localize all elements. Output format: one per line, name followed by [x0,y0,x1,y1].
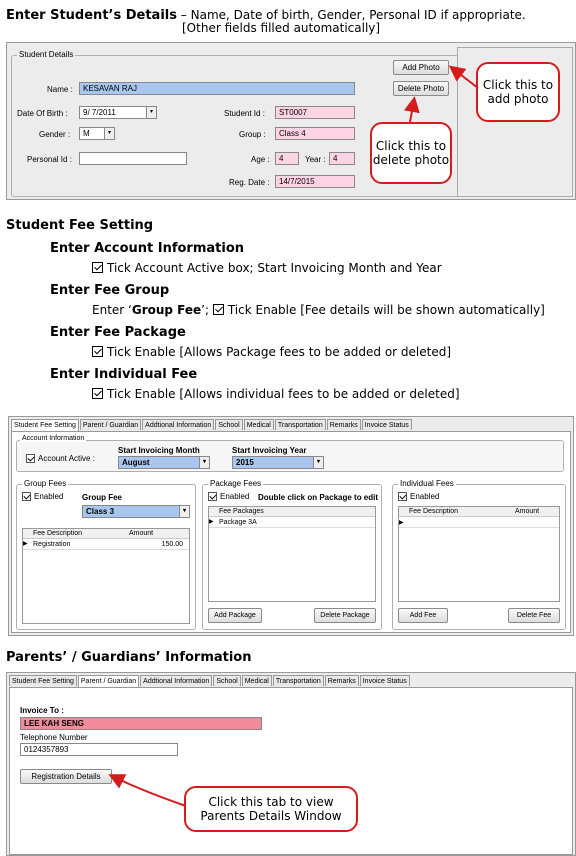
add-photo-button[interactable]: Add Photo [393,60,449,75]
tab-additional-information[interactable]: Addtional Information [142,419,214,430]
tab-medical[interactable]: Medical [244,419,274,430]
delete-photo-button[interactable]: Delete Photo [393,81,449,96]
tab-school[interactable]: School [215,419,242,430]
add-fee-button[interactable]: Add Fee [398,608,448,623]
start-year-select[interactable]: 2015 ▾ [232,456,324,469]
column-header: Fee Description [33,530,83,537]
account-info-text: Tick Account Active box; Start Invoicing Month and Year [92,261,442,275]
account-active-checkbox[interactable]: Account Active : [26,454,95,463]
delete-fee-button[interactable]: Delete Fee [508,608,560,623]
group-fees-title: Group Fees [24,479,67,488]
telephone-field[interactable]: 0124357893 [20,743,178,756]
chevron-down-icon[interactable]: ▾ [179,506,189,517]
section2-heading: Student Fee Setting [6,218,154,233]
tab-parent-guardian[interactable]: Parent / Guardian [78,675,139,687]
chevron-down-icon[interactable]: ▾ [104,128,114,139]
column-header: Fee Packages [209,507,375,517]
section1-heading: Enter Student’s Details [6,8,177,23]
tab-invoice-status[interactable]: Invoice Status [362,419,412,430]
column-header: Amount [129,530,154,537]
reg-date-label: Reg. Date : [229,178,270,187]
arrow-icon [410,100,414,122]
name-label: Name : [47,85,73,94]
account-info-group-title: Account Information [22,435,85,442]
table-row[interactable]: ▶ Package 3A [209,517,375,528]
section1-desc: – Name, Date of birth, Gender, Personal ID if appropriate. [176,8,526,22]
name-field[interactable]: KESAVAN RAJ [79,82,355,95]
tab-student-fee-setting[interactable]: Student Fee Setting [9,675,77,686]
tab-transportation[interactable]: Transportation [273,675,324,686]
account-info-title: Enter Account Information [50,241,245,256]
tab-remarks[interactable]: Remarks [325,675,359,686]
group-label: Group : [239,130,266,139]
section1-desc2: [Other fields filled automatically] [182,21,381,35]
chevron-down-icon[interactable]: ▾ [313,457,323,468]
age-label: Age : [251,155,270,164]
column-header: Amount [515,508,540,515]
gender-select[interactable]: M ▾ [79,127,115,140]
telephone-label: Telephone Number [20,733,88,742]
personal-id-label: Personal Id : [27,155,72,164]
tab-additional-information[interactable]: Addtional Information [140,675,212,686]
table-row[interactable]: ▶ [399,517,559,528]
individual-fee-text: Tick Enable [Allows individual fees to be added or deleted] [92,387,460,401]
tab-invoice-status[interactable]: Invoice Status [360,675,410,686]
fee-group-text: Enter ‘Group Fee’; Tick Enable [Fee details will be shown automatically] [92,303,545,317]
delete-photo-callout: Click this to delete photo [370,122,452,184]
individual-fees-enabled-checkbox[interactable]: Enabled [398,492,439,501]
tab-parent-guardian[interactable]: Parent / Guardian [80,419,141,430]
gender-label: Gender : [39,130,71,139]
tab-school[interactable]: School [213,675,240,686]
tab-transportation[interactable]: Transportation [275,419,326,430]
start-month-label: Start Invoicing Month [118,446,200,455]
dob-field[interactable]: 9/ 7/2011 ▾ [79,106,157,119]
registration-details-button[interactable]: Registration Details [20,769,112,784]
student-id-field: ST0007 [275,106,355,119]
arrow-icon [112,776,186,806]
group-field: Class 4 [275,127,355,140]
fee-package-title: Enter Fee Package [50,325,186,340]
column-header: Fee Description [409,508,459,515]
parents-tab-callout: Click this tab to view Parents Details Window [184,786,358,832]
table-row[interactable]: ▶ Registration 150.00 [23,539,189,550]
year-label: Year : [305,155,326,164]
group-fee-select[interactable]: Class 3 ▾ [82,505,190,518]
package-hint: Double click on Package to edit [258,493,379,502]
add-package-button[interactable]: Add Package [208,608,262,623]
start-year-label: Start Invoicing Year [232,446,307,455]
student-id-label: Student Id : [224,109,265,118]
fee-group-title: Enter Fee Group [50,283,170,298]
delete-package-button[interactable]: Delete Package [314,608,376,623]
invoice-to-label: Invoice To : [20,706,64,715]
package-fees-enabled-checkbox[interactable]: Enabled [208,492,249,501]
arrow-icon [452,68,478,88]
add-photo-callout: Click this to add photo [476,62,560,122]
age-field: 4 [275,152,299,165]
individual-fees-title: Individual Fees [400,479,454,488]
chevron-down-icon[interactable]: ▾ [199,457,209,468]
start-month-select[interactable]: August ▾ [118,456,210,469]
dob-label: Date Of Birth : [17,109,68,118]
group-fee-label: Group Fee [82,493,123,502]
tab-student-fee-setting[interactable]: Student Fee Setting [11,419,79,431]
fee-package-text: Tick Enable [Allows Package fees to be added or deleted] [92,345,451,359]
tab-medical[interactable]: Medical [242,675,272,686]
invoice-to-field[interactable]: LEE KAH SENG [20,717,262,730]
group-fees-enabled-checkbox[interactable]: Enabled [22,492,63,501]
individual-fee-title: Enter Individual Fee [50,367,198,382]
section3-heading: Parents’ / Guardians’ Information [6,650,252,665]
student-details-title: Student Details [19,50,74,59]
year-field: 4 [329,152,355,165]
reg-date-field: 14/7/2015 [275,175,355,188]
calendar-icon[interactable]: ▾ [146,107,156,118]
package-fees-title: Package Fees [210,479,262,488]
tab-remarks[interactable]: Remarks [327,419,361,430]
